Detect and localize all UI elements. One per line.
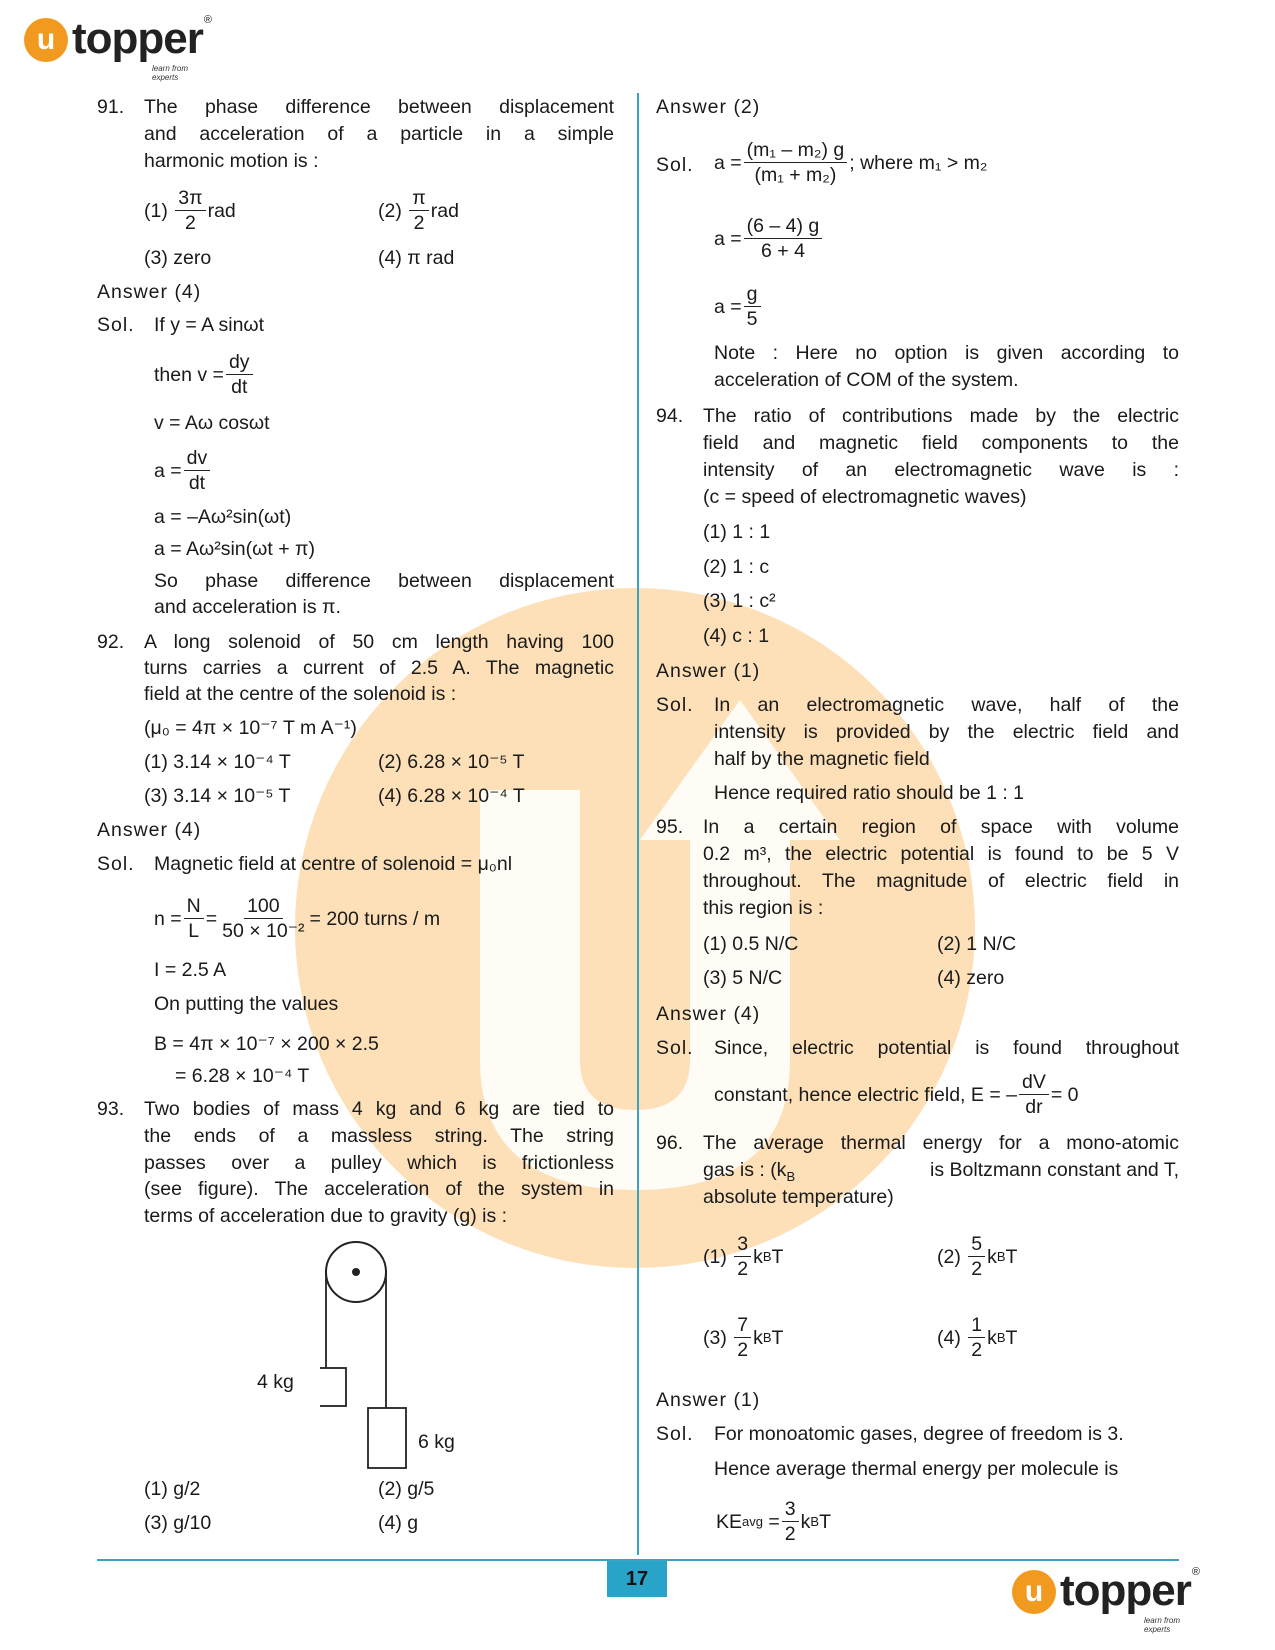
q95-sol-line1: Since, electric potential is found throughout — [714, 1037, 1179, 1059]
q92-sol-line2 — [154, 894, 440, 943]
q95-line4: this region is : — [703, 897, 824, 919]
q95-option4: (4) zero — [937, 967, 1005, 989]
q95-dvdr — [1019, 1070, 1049, 1119]
q91-line1: The phase difference between displacement — [144, 96, 614, 118]
q93-sol-label: Sol. — [656, 154, 694, 176]
q94-line4: (c = speed of electromagnetic waves) — [703, 486, 1027, 508]
q95-sol-line2 — [714, 1070, 1079, 1119]
q96-KE-ksub: B — [810, 1513, 820, 1529]
q93-mass2-label: 6 kg — [418, 1431, 455, 1453]
q91-option1-fraction — [175, 186, 205, 235]
q95-dr: dr — [1025, 1096, 1043, 1118]
q91-option1-label: (1) — [144, 199, 168, 222]
q91-sol-dvdt — [184, 446, 211, 495]
q93-frac1-den: (m₁ + m₂) — [754, 164, 837, 186]
q91-sol-v-eq: then v = — [154, 363, 224, 386]
q93-line5: terms of acceleration due to gravity (g) is : — [144, 1205, 508, 1227]
page-number: 17 — [607, 1561, 667, 1597]
q92-line1: A long solenoid of 50 cm length having 100 — [144, 631, 614, 653]
q93-frac3-num: g — [744, 282, 761, 307]
q92-sol-line4: On putting the values — [154, 993, 339, 1015]
q91-dt2: dt — [188, 472, 206, 494]
q93-option4: (4) g — [378, 1512, 419, 1534]
q96-KE-T: T — [819, 1510, 831, 1533]
q95-E-eq: E = – — [970, 1083, 1017, 1106]
q95-option3: (3) 5 N/C — [703, 967, 783, 989]
q91-sol-dydt — [226, 350, 253, 399]
q94-sol-line3: half by the magnetic field — [714, 748, 930, 770]
q93-line1: Two bodies of mass 4 kg and 6 kg are tied to — [144, 1098, 614, 1120]
q95-number: 95. — [656, 816, 684, 838]
q96-o1-k: k — [753, 1245, 763, 1268]
q96-kb-sub: B — [786, 1168, 796, 1184]
q96-o2-sub: B — [996, 1248, 1006, 1264]
q92-sol-line6: = 6.28 × 10⁻⁴ T — [175, 1065, 310, 1087]
q91-sol-line8: and acceleration is π. — [154, 596, 341, 618]
q91-option2-label: (2) — [378, 199, 402, 222]
q91-o2-den: 2 — [413, 212, 425, 234]
q92-100: 100 — [244, 894, 283, 919]
q96-o1-den: 2 — [737, 1258, 749, 1280]
q94-sol-line2: intensity is provided by the electric field and — [714, 721, 1179, 743]
q91-sol-label: Sol. — [97, 314, 135, 336]
q91-dv: dv — [184, 446, 211, 471]
q93-option1: (1) g/2 — [144, 1478, 201, 1500]
q91-o2-num: π — [409, 186, 428, 211]
q92-sol-line3: I = 2.5 A — [154, 959, 227, 981]
brand-reg: ® — [203, 14, 212, 26]
q93-note-line2: acceleration of COM of the system. — [714, 369, 1019, 391]
q92-50e-2: 50 × 10⁻² — [222, 920, 305, 942]
q95-option2: (2) 1 N/C — [937, 933, 1017, 955]
q94-sol-label: Sol. — [656, 694, 694, 716]
q92-N: N — [184, 894, 204, 919]
q93-frac3-den: 5 — [746, 308, 758, 330]
q96-sol-line1: For monoatomic gases, degree of freedom is 3. — [714, 1423, 1124, 1445]
q91-option2-unit: rad — [430, 199, 459, 222]
q91-option4: (4) π rad — [378, 247, 455, 269]
footer-tagline: learn from experts — [1144, 1616, 1181, 1634]
q96-o4-frac — [968, 1313, 985, 1362]
q92-option3: (3) 3.14 × 10⁻⁵ T — [144, 785, 291, 807]
q94-line1: The ratio of contributions made by the electric — [703, 405, 1179, 427]
q91-option2 — [378, 186, 459, 235]
q94-answer: Answer (1) — [656, 660, 761, 682]
q96-option4 — [937, 1313, 1017, 1362]
q96-o3-label: (3) — [703, 1326, 727, 1349]
brand-u-icon: u — [24, 18, 68, 62]
footer-u-icon: u — [1012, 1570, 1056, 1614]
pulley-diagram — [320, 1240, 430, 1480]
column-divider — [637, 93, 639, 1555]
q96-KE-sub: avg — [742, 1513, 763, 1529]
q93-frac1-num: (m₁ – m₂) g — [744, 138, 848, 163]
q96-number: 96. — [656, 1132, 684, 1154]
q94-sol-line1: In an electromagnetic wave, half of the — [714, 694, 1179, 716]
q93-a-eq1: a = — [714, 151, 742, 174]
q91-answer: Answer (4) — [97, 281, 202, 303]
q96-line3: absolute temperature) — [703, 1186, 894, 1208]
q91-sol-line3: v = Aω cosωt — [154, 412, 270, 434]
q92-option1: (1) 3.14 × 10⁻⁴ T — [144, 751, 291, 773]
q96-o3-T: T — [771, 1326, 784, 1349]
q91-line2: and acceleration of a particle in a simple — [144, 123, 614, 145]
q91-number: 91. — [97, 96, 125, 118]
q91-dt: dt — [231, 376, 248, 398]
brand-logo — [24, 14, 212, 82]
q96-KE-num: 3 — [782, 1497, 799, 1522]
brand-tagline: learn from experts — [152, 64, 189, 82]
q96-line1: The average thermal energy for a mono-atomic — [703, 1132, 1179, 1154]
q96-kb-open: gas is : (k — [703, 1159, 787, 1181]
q96-option3 — [703, 1313, 783, 1362]
q96-sol-line2: Hence average thermal energy per molecule is — [714, 1458, 1119, 1480]
q96-o1-T: T — [771, 1245, 784, 1268]
q92-answer: Answer (4) — [97, 819, 202, 841]
footer-logo — [1012, 1566, 1200, 1634]
q96-o3-den: 2 — [737, 1339, 749, 1361]
q96-o4-label: (4) — [937, 1326, 961, 1349]
q91-option3: (3) zero — [144, 247, 212, 269]
q96-KE: KE — [716, 1510, 743, 1533]
q96-answer: Answer (1) — [656, 1389, 761, 1411]
q93-number: 93. — [97, 1098, 125, 1120]
q91-option1-unit: rad — [207, 199, 236, 222]
q94-line3: intensity of an electromagnetic wave is : — [703, 459, 1179, 481]
q96-o4-k: k — [987, 1326, 997, 1349]
q96-KE-k: k — [800, 1510, 811, 1533]
q92-option2: (2) 6.28 × 10⁻⁵ T — [378, 751, 525, 773]
q92-sol-label: Sol. — [97, 853, 135, 875]
q96-o2-den: 2 — [971, 1258, 983, 1280]
q93-frac2-den: 6 + 4 — [761, 240, 805, 262]
q95-line1: In a certain region of space with volume — [703, 816, 1179, 838]
footer-brand-name: topper — [1060, 1566, 1191, 1615]
q95-dV: dV — [1019, 1070, 1049, 1095]
q93-sol-line1 — [714, 138, 987, 187]
q96-o3-k: k — [753, 1326, 763, 1349]
q96-o3-frac — [734, 1313, 751, 1362]
q91-sol-line4 — [154, 446, 212, 495]
q91-sol-a-eq: a = — [154, 459, 182, 482]
q94-option1: (1) 1 : 1 — [703, 521, 771, 543]
q92-frac-nl — [184, 894, 204, 943]
q96-o1-num: 3 — [734, 1232, 751, 1257]
q92-line3: field at the centre of the solenoid is : — [144, 683, 457, 705]
q96-o2-T: T — [1005, 1245, 1018, 1268]
q92-L: L — [188, 920, 200, 942]
q94-option4: (4) c : 1 — [703, 625, 770, 647]
q95-line2: 0.2 m³, the electric potential is found to be 5 V — [703, 843, 1179, 865]
q93-frac3 — [744, 282, 761, 331]
q93-a-eq2: a = — [714, 227, 742, 250]
q92-eq-sign: = — [205, 907, 218, 930]
q94-sol-line4: Hence required ratio should be 1 : 1 — [714, 782, 1025, 804]
q96-sol-label: Sol. — [656, 1423, 694, 1445]
q93-where: ; where m₁ > m₂ — [849, 151, 988, 174]
q93-frac2-num: (6 – 4) g — [744, 214, 823, 239]
q93-line3: passes over a pulley which is frictionless — [144, 1152, 614, 1174]
q96-line2-b: is Boltzmann constant and T, — [930, 1159, 1179, 1181]
q93-mass1-label: 4 kg — [257, 1371, 294, 1393]
q93-answer: Answer (2) — [656, 96, 761, 118]
q96-o1-frac — [734, 1232, 751, 1281]
q91-option2-fraction — [409, 186, 428, 235]
q93-sol-line2 — [714, 214, 824, 263]
q96-o4-T: T — [1005, 1326, 1018, 1349]
q92-sol-line5: B = 4π × 10⁻⁷ × 200 × 2.5 — [154, 1033, 379, 1055]
q93-option3: (3) g/10 — [144, 1512, 212, 1534]
q96-KE-frac — [782, 1497, 799, 1546]
footer-brand-reg: ® — [1191, 1566, 1200, 1578]
q96-o3-num: 7 — [734, 1313, 751, 1338]
q92-line4: (μ₀ = 4π × 10⁻⁷ T m A⁻¹) — [144, 717, 357, 739]
q96-o1-sub: B — [762, 1248, 772, 1264]
q96-o3-sub: B — [762, 1329, 772, 1345]
q92-sol-line1: Magnetic field at centre of solenoid = μ₀nl — [154, 853, 513, 875]
q91-sol-line2 — [154, 350, 255, 399]
q92-option4: (4) 6.28 × 10⁻⁴ T — [378, 785, 525, 807]
q96-o1-label: (1) — [703, 1245, 727, 1268]
q91-line3: harmonic motion is : — [144, 150, 319, 172]
q94-option3: (3) 1 : c² — [703, 590, 776, 612]
q91-sol-line6: a = Aω²sin(ωt + π) — [154, 538, 315, 560]
q93-option2: (2) g/5 — [378, 1478, 435, 1500]
q93-sol-line3 — [714, 282, 763, 331]
q96-o4-den: 2 — [971, 1339, 983, 1361]
q91-sol-line5: a = –Aω²sin(ωt) — [154, 506, 292, 528]
q93-frac2 — [744, 214, 823, 263]
q95-option1: (1) 0.5 N/C — [703, 933, 799, 955]
q96-option1 — [703, 1232, 783, 1281]
q96-o2-frac — [968, 1232, 985, 1281]
q96-o4-sub: B — [996, 1329, 1006, 1345]
q93-frac1 — [744, 138, 848, 187]
q94-option2: (2) 1 : c — [703, 556, 770, 578]
q92-n-result: = 200 turns / m — [309, 907, 441, 930]
q96-o2-label: (2) — [937, 1245, 961, 1268]
q93-line4: (see figure). The acceleration of the system in — [144, 1178, 614, 1200]
brand-name: topper — [72, 14, 203, 63]
q92-n-eq: n = — [154, 907, 182, 930]
q96-o2-k: k — [987, 1245, 997, 1268]
q93-note-line1: Note : Here no option is given according to — [714, 342, 1179, 364]
q95-sol-label: Sol. — [656, 1037, 694, 1059]
q96-o4-num: 1 — [968, 1313, 985, 1338]
q96-option2 — [937, 1232, 1017, 1281]
q96-KE-den: 2 — [784, 1523, 796, 1545]
q93-line2: the ends of a massless string. The string — [144, 1125, 614, 1147]
q91-sol-line7: So phase difference between displacement — [154, 570, 614, 592]
q95-line3: throughout. The magnitude of electric field in — [703, 870, 1179, 892]
q92-line2: turns carries a current of 2.5 A. The magnetic — [144, 657, 614, 679]
q91-option1 — [144, 186, 236, 235]
q94-number: 94. — [656, 405, 684, 427]
q96-sol-line3 — [716, 1497, 831, 1546]
q95-sol-text: constant, hence electric field, — [714, 1083, 966, 1106]
q94-line2: field and magnetic field components to the — [703, 432, 1179, 454]
q96-o2-num: 5 — [968, 1232, 985, 1257]
q91-dy: dy — [226, 350, 253, 375]
q95-result: = 0 — [1050, 1083, 1079, 1106]
q93-a-eq3: a = — [714, 295, 742, 318]
q92-frac-100 — [219, 894, 307, 943]
q91-o1-num: 3π — [175, 186, 205, 211]
q92-number: 92. — [97, 631, 125, 653]
q96-KE-eq: = — [768, 1510, 780, 1533]
q95-answer: Answer (4) — [656, 1003, 761, 1025]
q91-sol-line1: If y = A sinωt — [154, 314, 265, 336]
q91-o1-den: 2 — [184, 212, 196, 234]
